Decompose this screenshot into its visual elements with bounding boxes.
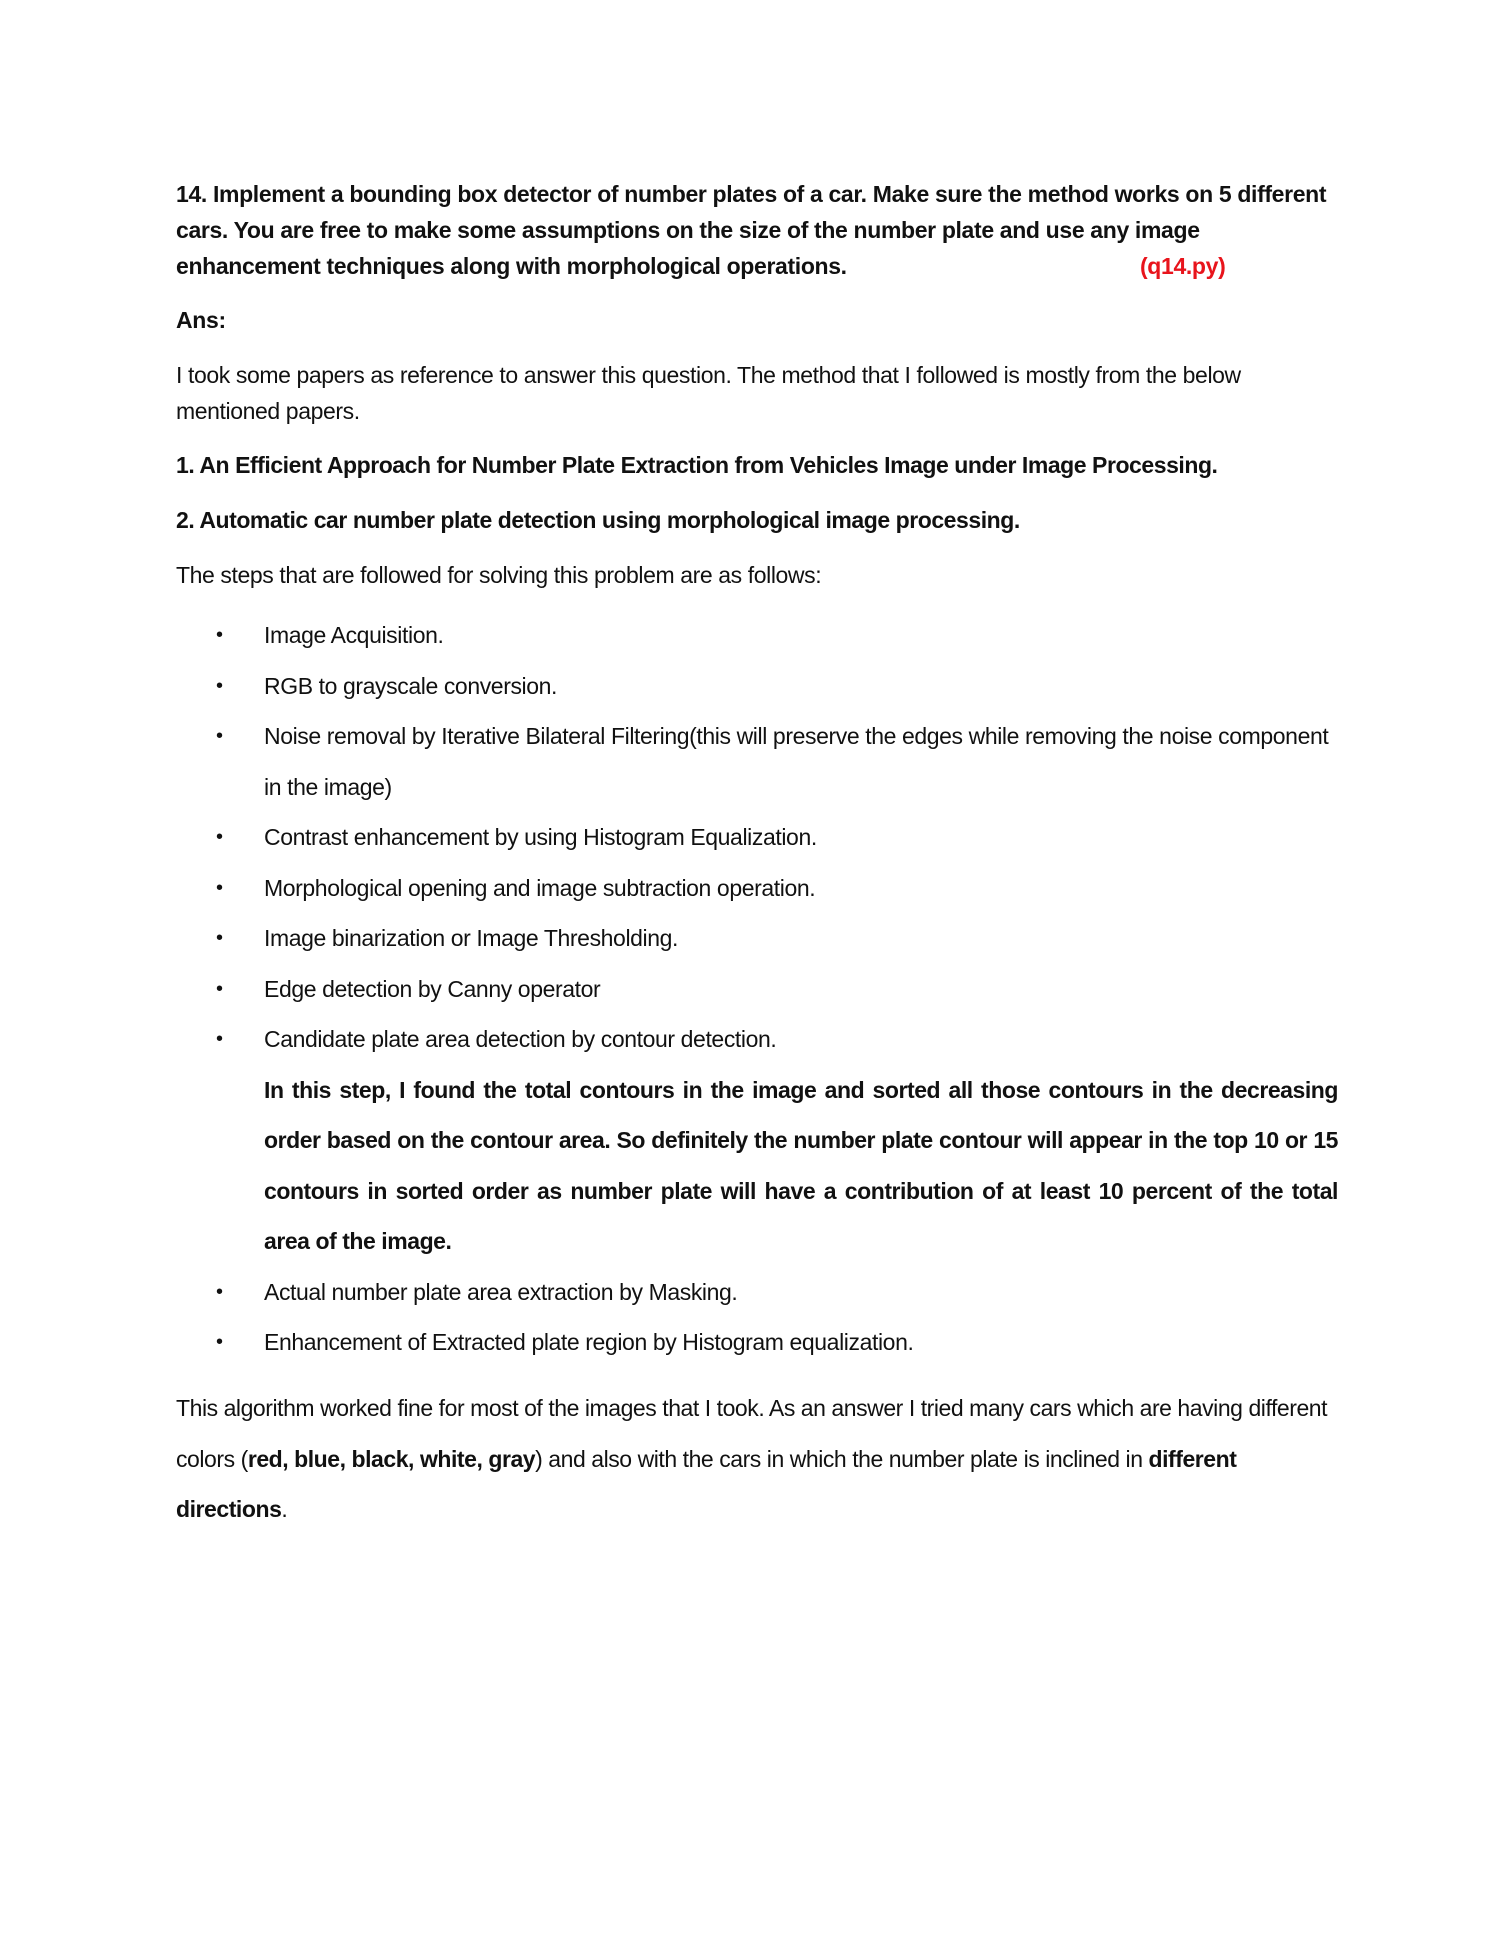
step-text: Edge detection by Canny operator: [264, 975, 601, 1002]
step-text: Morphological opening and image subtraction operation.: [264, 874, 816, 901]
step-item: [176, 1014, 1336, 1267]
colors-emphasis: red, blue, black, white, gray: [247, 1445, 536, 1472]
step-item: [176, 610, 1336, 661]
bullet-icon: •: [216, 624, 223, 646]
step-text: Noise removal by Iterative Bilateral Filtering(this will preserve the edges while removing the noise component in the image): [264, 723, 1329, 800]
closing-text-3: .: [281, 1496, 288, 1522]
step-text: Actual number plate area extraction by Masking.: [264, 1278, 738, 1305]
step-note: In this step, I found the total contours in the image and sorted all those contours in the decreasing order based on the contour area. So definitely the number plate contour will appear in the top 10 or 15 contours in sorted order as number plate will have a contribution of at least 10 percent of the total area of the image.: [264, 1076, 1338, 1254]
closing-text-1: This algorithm worked fine for most of the images that I took. As an answer I tried many cars which are having different colors (: [176, 1395, 1328, 1472]
closing-text-2: ) and also with the cars in which the number plate is inclined in: [535, 1445, 1149, 1472]
step-item: [176, 1267, 1336, 1318]
bullet-icon: •: [216, 725, 223, 747]
file-reference: (q14.py): [1140, 253, 1226, 279]
steps-intro: The steps that are followed for solving this problem are as follows:: [176, 562, 822, 588]
step-item: [176, 661, 1336, 712]
paper-reference-1: 1. An Efficient Approach for Number Plate Extraction from Vehicles Image under Image Processing.: [176, 452, 1218, 478]
bullet-icon: •: [216, 876, 223, 899]
question-text: 14. Implement a bounding box detector of number plates of a car. Make sure the method works on 5 different cars. You are free to make some assumptions on the size of the number plate and use any image enhancement techniques along with morphological operations.: [176, 181, 1327, 279]
question-heading: [176, 176, 1336, 284]
step-text: Image binarization or Image Thresholding.: [264, 925, 679, 951]
step-text: Contrast enhancement by using Histogram Equalization.: [264, 824, 817, 850]
bullet-icon: •: [216, 674, 223, 697]
step-item: [176, 711, 1336, 812]
directions-emphasis: different directions: [176, 1445, 1237, 1522]
bullet-icon: •: [216, 1280, 223, 1303]
paper-reference-2: 2. Automatic car number plate detection using morphological image processing.: [176, 507, 1020, 533]
bullet-icon: •: [216, 1028, 223, 1050]
bullet-icon: •: [216, 826, 223, 848]
step-item: [176, 863, 1336, 914]
step-item: [176, 812, 1336, 863]
bullet-icon: •: [216, 1331, 223, 1353]
step-item: [176, 964, 1336, 1015]
intro-paragraph: I took some papers as reference to answer this question. The method that I followed is mostly from the below mentioned papers.: [176, 362, 1241, 424]
step-item: [176, 1317, 1336, 1368]
closing-paragraph: [176, 1383, 1346, 1535]
bullet-icon: •: [216, 977, 223, 1000]
answer-label: Ans:: [176, 307, 226, 333]
step-text: RGB to grayscale conversion.: [264, 672, 558, 699]
step-item: [176, 913, 1336, 964]
step-text: Image Acquisition.: [264, 622, 444, 648]
steps-list: [176, 610, 1336, 1368]
bullet-icon: •: [216, 927, 223, 949]
step-text: Candidate plate area detection by contour detection.: [264, 1026, 777, 1052]
step-text: Enhancement of Extracted plate region by Histogram equalization.: [264, 1329, 914, 1355]
